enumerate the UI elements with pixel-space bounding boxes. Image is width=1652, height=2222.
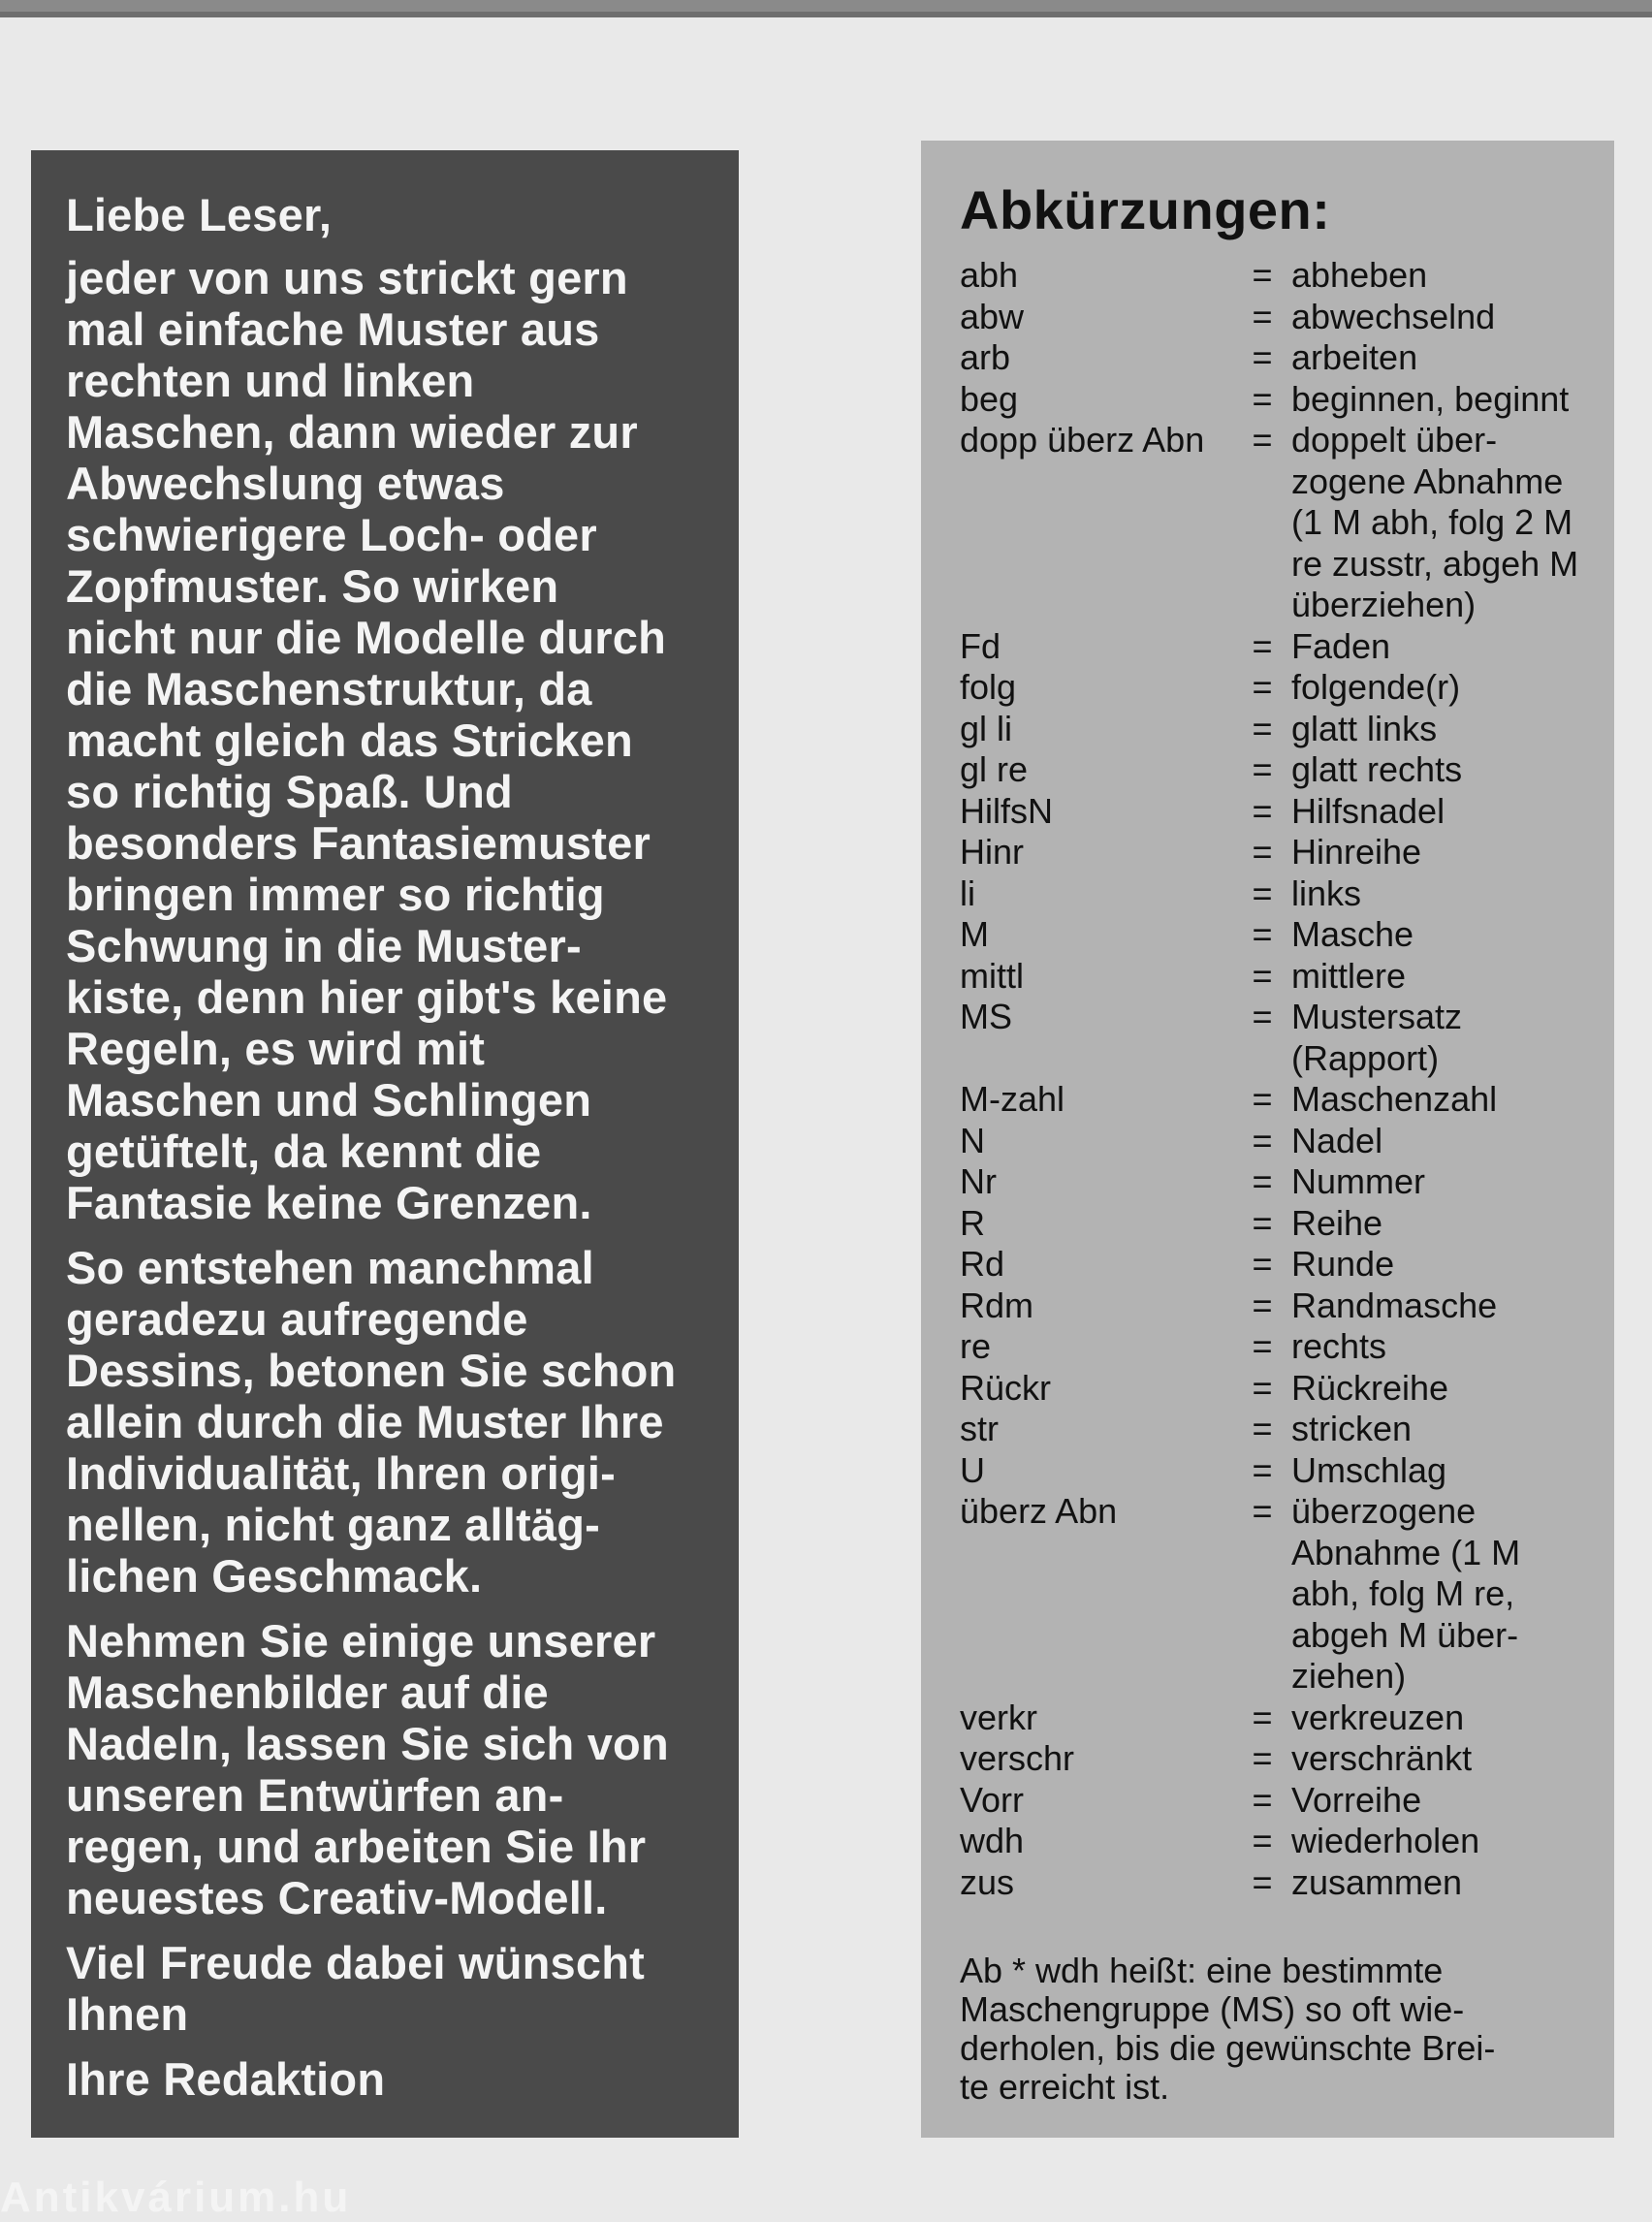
abbreviation-term: dopp überz Abn [960,420,1205,460]
abbreviation-row [960,1738,1614,1780]
abbreviation-term: Vorr [960,1779,1025,1820]
abbreviation-meaning: abwechselnd [1291,296,1496,336]
abbreviation-row [960,914,1614,956]
abbreviations-note: Ab * wdh heißt: eine bestimmte Maschengruppe (MS) so oft wie- derholen, bis die gewünschte Brei- te erreicht ist. [960,1951,1496,2107]
equals-sign: = [1252,378,1273,419]
equals-sign: = [1252,1161,1273,1201]
equals-sign: = [1252,873,1273,913]
abbreviation-term: zus [960,1861,1015,1902]
abbreviation-meaning: stricken [1291,1409,1413,1448]
equals-sign: = [1252,1861,1273,1902]
abbreviation-row [960,255,1614,297]
abbreviation-term: abh [960,255,1019,295]
abbreviation-term: Rückr [960,1367,1052,1408]
abbreviation-meaning: wiederholen [1291,1821,1480,1860]
abbreviation-meaning: abheben [1291,255,1428,295]
abbreviation-row [960,297,1614,338]
equals-sign: = [1252,420,1273,460]
abbreviation-row [960,420,1614,626]
equals-sign: = [1252,1202,1273,1243]
abbreviation-row [960,337,1614,379]
abbreviation-meaning: glatt rechts [1291,749,1463,789]
abbreviation-term: folg [960,667,1017,707]
abbreviation-term: Nr [960,1161,997,1201]
abbreviation-meaning: Hilfsnadel [1291,790,1446,831]
abbreviation-meaning: folgende(r) [1291,667,1461,707]
equals-sign: = [1252,997,1273,1036]
watermark: Antikvárium.hu [0,2174,352,2221]
abbreviation-meaning: rechts [1291,1326,1387,1366]
abbreviation-term: re [960,1326,992,1366]
abbreviation-term: li [960,873,975,913]
equals-sign: = [1252,1697,1273,1737]
abbreviation-term: verkr [960,1697,1037,1737]
abbreviation-term: M-zahl [960,1079,1065,1119]
letter-paragraph-4: Viel Freude dabei wünscht Ihnen [66,1937,645,2040]
abbreviation-term: mittl [960,955,1024,996]
abbreviation-term: HilfsN [960,790,1053,831]
abbreviation-row [960,1698,1614,1739]
abbreviation-term: Fd [960,625,1001,666]
abbreviation-row [960,749,1614,791]
equals-sign: = [1252,1738,1273,1778]
equals-sign: = [1252,625,1273,666]
equals-sign: = [1252,1491,1273,1531]
equals-sign: = [1252,1409,1273,1448]
equals-sign: = [1252,1285,1273,1325]
abbreviation-term: MS [960,997,1012,1036]
abbreviation-meaning: doppelt über- zogene Abnahme (1 M abh, folg 2 M re zusstr, abgeh M überziehen) [1291,420,1579,624]
letter-paragraph-3: Nehmen Sie einige unserer Maschenbilder auf die Nadeln, lassen Sie sich von unseren Entwürfen an- regen, und arbeiten Sie Ihr neuestes Creativ-Modell. [66,1615,669,1923]
abbreviation-row [960,1244,1614,1286]
abbreviation-meaning: beginnen, beginnt [1291,378,1570,419]
abbreviation-term: str [960,1409,999,1448]
abbreviation-row [960,1368,1614,1410]
equals-sign: = [1252,296,1273,336]
abbreviation-row [960,956,1614,998]
abbreviation-meaning: Runde [1291,1244,1395,1284]
abbreviation-term: M [960,914,989,954]
abbreviation-row [960,1862,1614,1904]
abbreviation-row [960,626,1614,668]
abbreviation-row [960,709,1614,750]
abbreviation-meaning: Vorreihe [1291,1779,1422,1820]
letter-signature: Ihre Redaktion [66,2053,386,2105]
abbreviation-meaning: links [1291,873,1362,913]
abbreviation-meaning: glatt links [1291,708,1438,748]
abbreviation-term: Rdm [960,1285,1034,1325]
abbreviation-term: überz Abn [960,1491,1118,1531]
abbreviation-row [960,873,1614,915]
abbreviation-meaning: verschränkt [1291,1738,1473,1778]
equals-sign: = [1252,1367,1273,1408]
equals-sign: = [1252,1449,1273,1490]
abbreviation-meaning: Faden [1291,625,1391,666]
abbreviation-term: abw [960,296,1025,336]
abbreviation-term: N [960,1120,985,1160]
equals-sign: = [1252,1079,1273,1119]
letter-paragraph-2: So entstehen manchmal geradezu aufregende Dessins, betonen Sie schon allein durch die Muster Ihre Individualität, Ihren origi- nellen, nicht ganz alltäg- lichen Geschmack. [66,1242,677,1602]
top-edge-strip [0,0,1652,17]
abbreviation-row [960,1079,1614,1121]
abbreviation-row [960,667,1614,709]
abbreviation-meaning: Nummer [1291,1161,1426,1201]
abbreviation-term: beg [960,378,1019,419]
abbreviation-row [960,791,1614,833]
abbreviation-row [960,1491,1614,1698]
abbreviation-row [960,1326,1614,1368]
equals-sign: = [1252,1779,1273,1820]
abbreviation-meaning: Nadel [1291,1120,1383,1160]
abbreviation-meaning: Umschlag [1291,1449,1447,1490]
abbreviation-meaning: Mustersatz (Rapport) [1291,997,1463,1078]
abbreviation-row [960,1450,1614,1492]
equals-sign: = [1252,1326,1273,1366]
abbreviations-list [960,255,1614,1903]
abbreviations-title: Abkürzungen: [960,179,1331,240]
abbreviation-meaning: Hinreihe [1291,832,1422,872]
equals-sign: = [1252,914,1273,954]
equals-sign: = [1252,1244,1273,1284]
abbreviation-row [960,1203,1614,1245]
equals-sign: = [1252,667,1273,707]
equals-sign: = [1252,708,1273,748]
equals-sign: = [1252,790,1273,831]
abbreviation-row [960,997,1614,1079]
abbreviation-row [960,379,1614,421]
abbreviation-term: Rd [960,1244,1005,1284]
equals-sign: = [1252,749,1273,789]
abbreviation-term: gl li [960,708,1013,748]
abbreviation-row [960,1780,1614,1822]
abbreviation-meaning: Randmasche [1291,1285,1498,1325]
abbreviation-meaning: mittlere [1291,955,1407,996]
abbreviation-row [960,1121,1614,1162]
equals-sign: = [1252,255,1273,295]
abbreviation-term: wdh [960,1821,1025,1860]
abbreviation-term: R [960,1202,985,1243]
abbreviation-row [960,832,1614,873]
abbreviation-row [960,1286,1614,1327]
equals-sign: = [1252,337,1273,377]
abbreviation-meaning: verkreuzen [1291,1697,1465,1737]
editorial-letter-panel [31,150,739,2138]
abbreviation-row [960,1161,1614,1203]
abbreviation-term: arb [960,337,1011,377]
abbreviation-meaning: Maschenzahl [1291,1079,1498,1119]
abbreviation-term: U [960,1449,985,1490]
abbreviation-meaning: überzogene Abnahme (1 M abh, folg M re, abgeh M über- ziehen) [1291,1491,1521,1696]
abbreviations-panel [921,141,1614,2138]
equals-sign: = [1252,832,1273,872]
abbreviation-meaning: zusammen [1291,1861,1463,1902]
abbreviation-meaning: arbeiten [1291,337,1418,377]
abbreviation-meaning: Masche [1291,914,1414,954]
abbreviation-row [960,1821,1614,1862]
equals-sign: = [1252,1120,1273,1160]
letter-paragraph-1: jeder von uns strickt gern mal einfache Muster aus rechten und linken Maschen, dann wieder zur Abwechslung etwas schwierigere Loch- oder Zopfmuster. So wirken nicht nur die Modelle durch die Maschenstruktur, da macht gleich das Stricken so richtig Spaß. Und besonders Fantasiemuster bringen immer so richtig Schwung in die Muster- kiste, denn hier gibt's keine Regeln, es wird mit Maschen und Schlingen getüftelt, da kennt die Fantasie keine Grenzen. [66,252,668,1228]
abbreviation-row [960,1409,1614,1450]
abbreviation-meaning: Reihe [1291,1202,1383,1243]
letter-greeting: Liebe Leser, [66,189,333,240]
abbreviation-meaning: Rückreihe [1291,1367,1449,1408]
equals-sign: = [1252,955,1273,996]
abbreviation-term: verschr [960,1738,1075,1778]
abbreviation-term: gl re [960,749,1029,789]
abbreviation-term: Hinr [960,832,1025,872]
equals-sign: = [1252,1821,1273,1860]
